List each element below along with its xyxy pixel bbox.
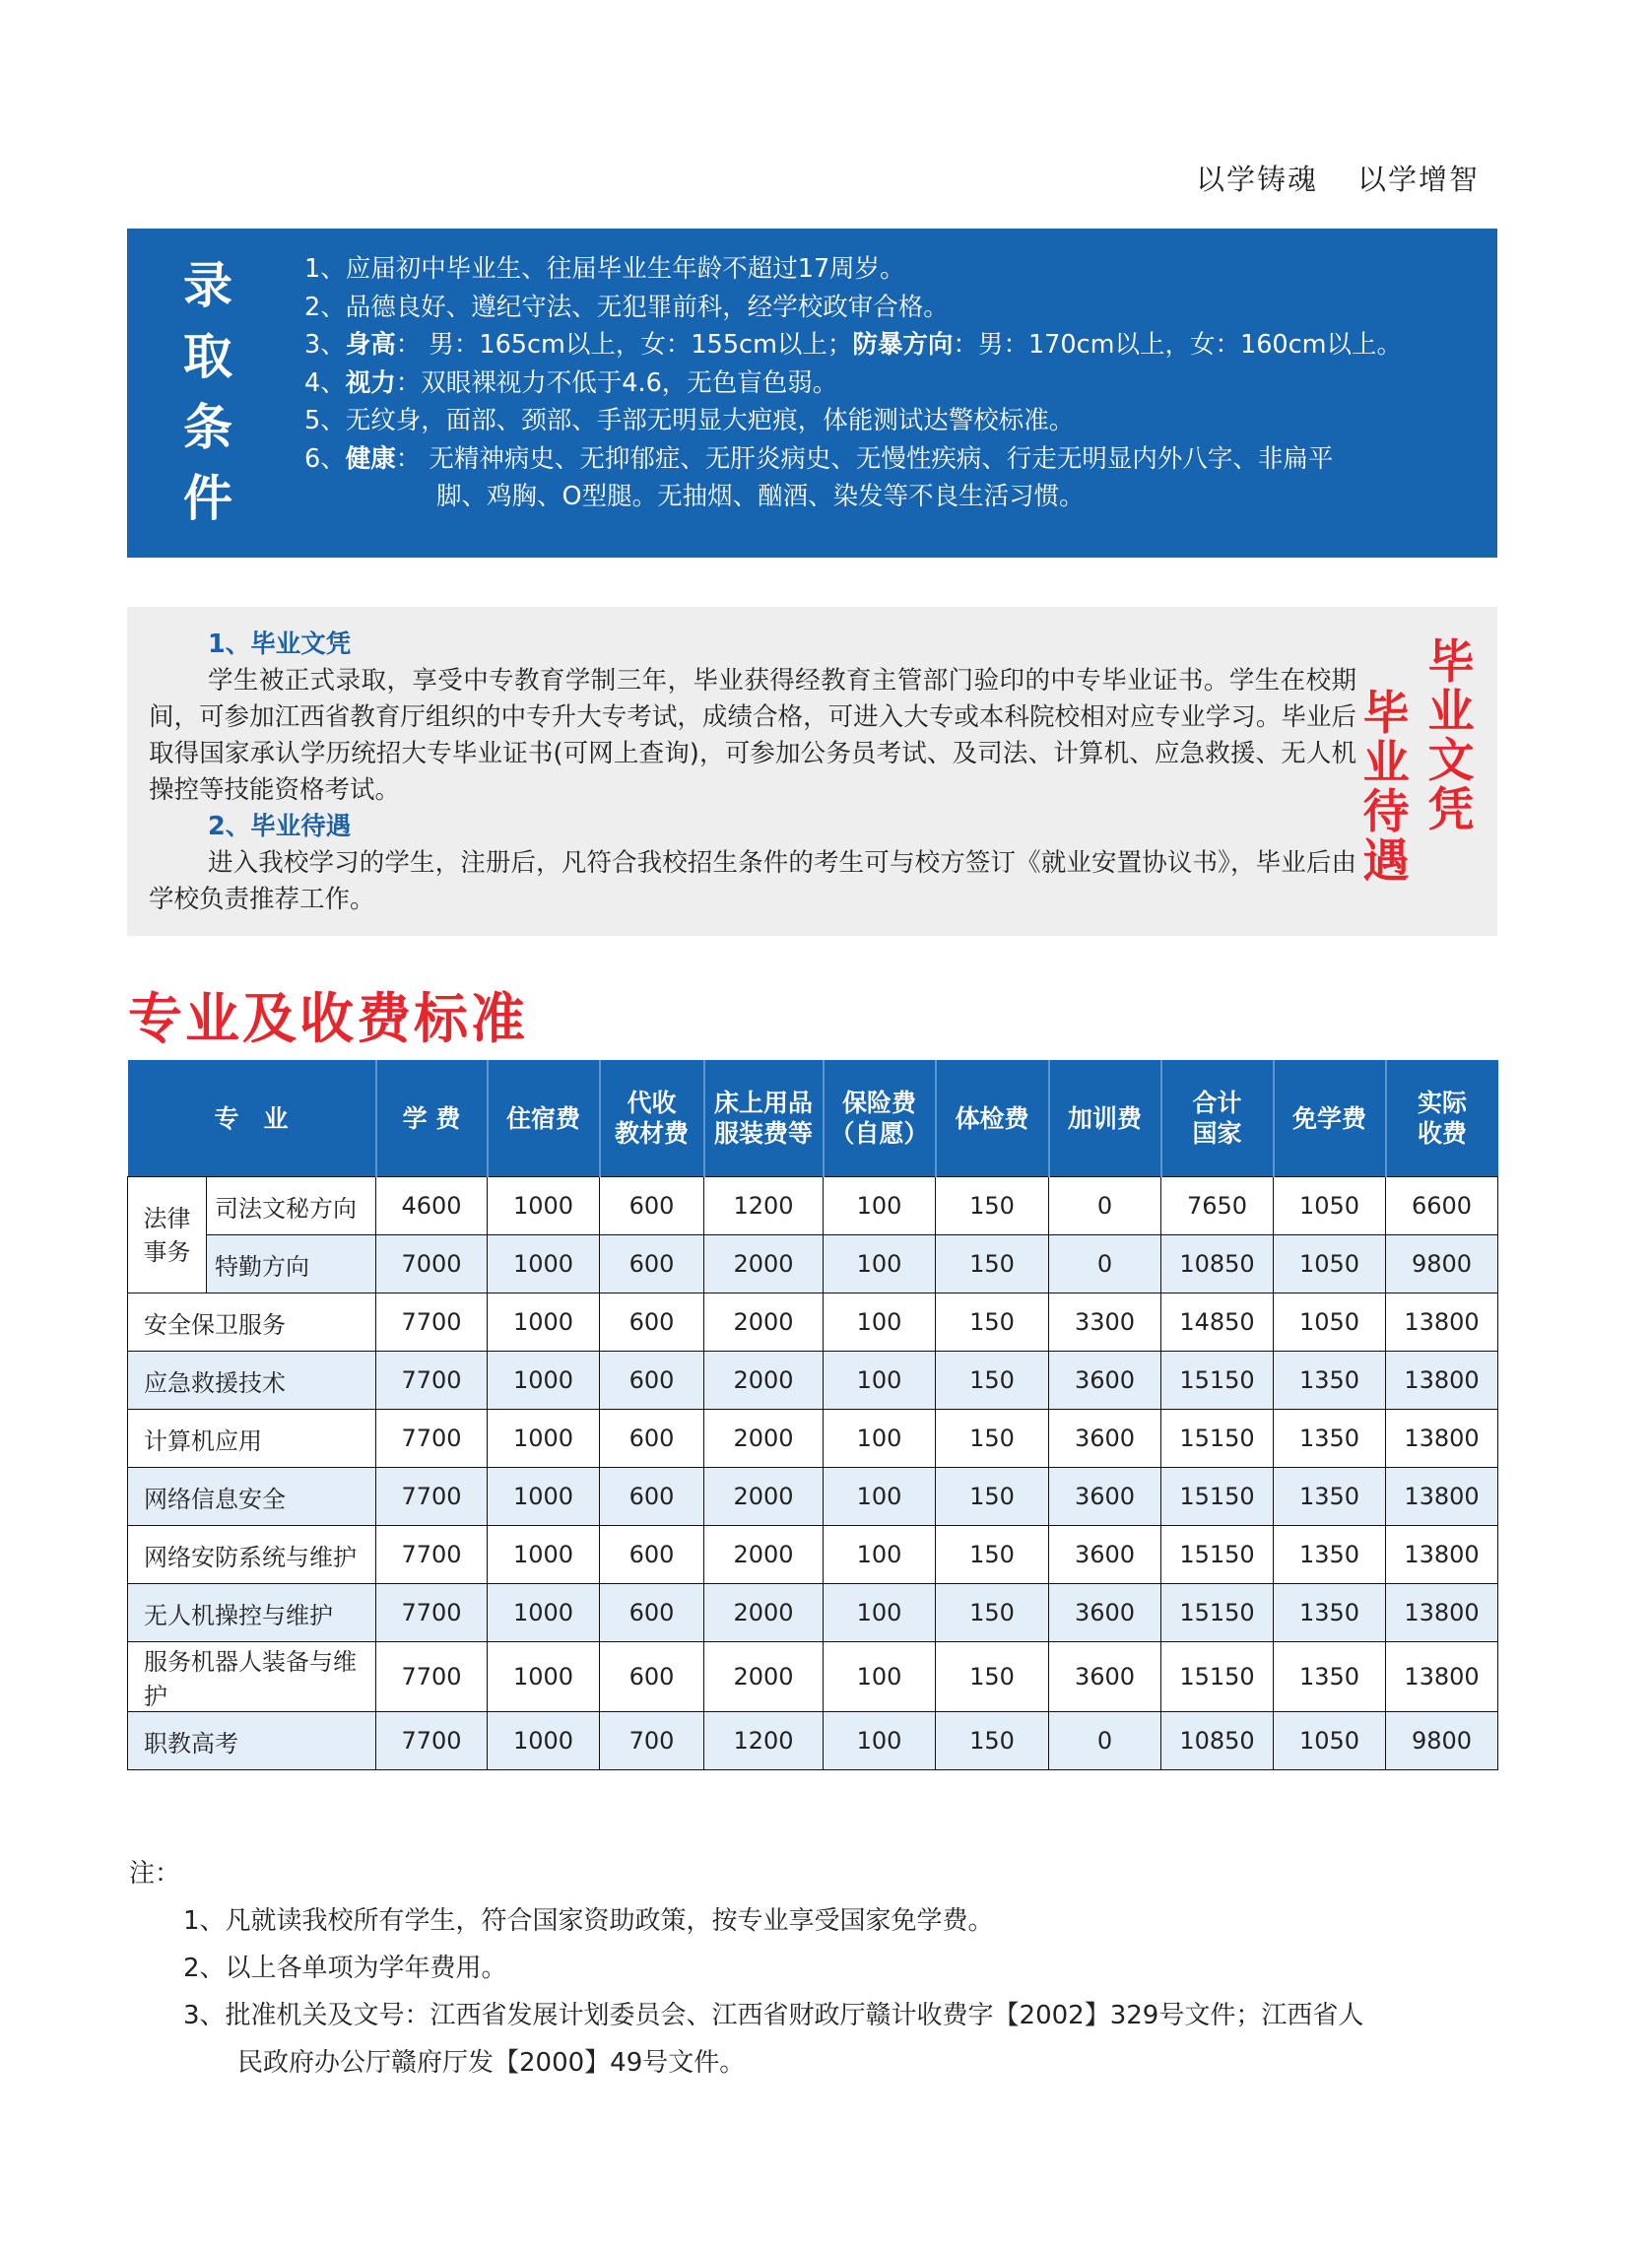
checkup-cell: 150 [936, 1712, 1049, 1770]
note-item: 3、批准机关及文号：江西省发展计划委员会、江西省财政厅赣计收费字【2002】329号文件；江西省人 [183, 2001, 1364, 2030]
note-item-continued: 民政府办公厅赣府厅发【2000】49号文件。 [237, 2048, 746, 2078]
item-text: ： 男：165cm以上，女：155cm以上； [395, 330, 853, 360]
textbook-cell: 600 [600, 1526, 704, 1584]
training-cell: 3300 [1049, 1293, 1161, 1352]
section-title: 专业及收费标准 [128, 987, 529, 1050]
table-row [128, 1468, 1498, 1526]
notes [129, 1850, 1363, 2087]
item-keyword: 视力 [345, 367, 396, 398]
bedding-cell: 2000 [704, 1410, 824, 1468]
item-number: 3、 [304, 330, 346, 360]
total-cell: 7650 [1161, 1177, 1274, 1235]
waiver-cell: 1350 [1274, 1642, 1386, 1712]
dorm-cell: 1000 [488, 1526, 600, 1584]
table-row [128, 1584, 1498, 1642]
header-waiver: 免学费 [1274, 1060, 1386, 1177]
insurance-cell: 100 [824, 1712, 936, 1770]
dorm-cell: 1000 [488, 1293, 600, 1352]
major-name-cell: 安全保卫服务 [128, 1293, 376, 1352]
actual-cell: 13800 [1386, 1352, 1498, 1410]
admission-title-char: 件 [183, 470, 232, 527]
major-group-cell: 法律 事务 [128, 1177, 207, 1293]
admission-title-char: 条 [183, 399, 232, 456]
checkup-cell: 150 [936, 1352, 1049, 1410]
header-dorm: 住宿费 [488, 1060, 600, 1177]
waiver-cell: 1350 [1274, 1526, 1386, 1584]
tuition-cell: 7700 [376, 1584, 488, 1642]
table-row [128, 1642, 1498, 1712]
actual-cell: 9800 [1386, 1712, 1498, 1770]
item-text: ：双眼裸视力不低于4.6，无色盲色弱。 [395, 367, 838, 398]
training-cell: 3600 [1049, 1526, 1161, 1584]
major-name-cell: 无人机操控与维护 [128, 1584, 376, 1642]
graduation-body [149, 627, 1469, 918]
major-name-cell: 网络信息安全 [128, 1468, 376, 1526]
side-title-char: 凭 [1427, 783, 1475, 837]
waiver-cell: 1350 [1274, 1584, 1386, 1642]
admission-item [304, 365, 1478, 403]
checkup-cell: 150 [936, 1468, 1049, 1526]
training-cell: 3600 [1049, 1352, 1161, 1410]
table-row [128, 1410, 1498, 1468]
total-cell: 15150 [1161, 1642, 1274, 1712]
actual-cell: 13800 [1386, 1410, 1498, 1468]
item-text: ：男：170cm以上，女：160cm以上。 [953, 330, 1403, 360]
side-title-char: 业 [1362, 736, 1410, 790]
header-insurance: 保险费 （自愿） [824, 1060, 936, 1177]
textbook-cell: 600 [600, 1468, 704, 1526]
training-cell: 0 [1049, 1177, 1161, 1235]
fee-table [127, 1060, 1498, 1770]
insurance-cell: 100 [824, 1642, 936, 1712]
header-textbook: 代收 教材费 [600, 1060, 704, 1177]
header-bedding: 床上用品 服装费等 [704, 1060, 824, 1177]
insurance-cell: 100 [824, 1410, 936, 1468]
diploma-heading: 1、毕业文凭 [208, 630, 352, 659]
side-title-char: 业 [1427, 685, 1475, 739]
training-cell: 3600 [1049, 1410, 1161, 1468]
total-cell: 15150 [1161, 1584, 1274, 1642]
dorm-cell: 1000 [488, 1712, 600, 1770]
checkup-cell: 150 [936, 1584, 1049, 1642]
note-item: 1、凡就读我校所有学生，符合国家资助政策，按专业享受国家免学费。 [183, 1906, 994, 1936]
slogan [1196, 158, 1480, 198]
bedding-cell: 2000 [704, 1642, 824, 1712]
side-title-char: 毕 [1362, 687, 1410, 741]
major-name-cell: 职教高考 [128, 1712, 376, 1770]
item-text: ： 无精神病史、无抑郁症、无肝炎病史、无慢性疾病、行走无明显内外八字、非扁平 [395, 443, 1334, 474]
waiver-cell: 1350 [1274, 1352, 1386, 1410]
dorm-cell: 1000 [488, 1177, 600, 1235]
actual-cell: 13800 [1386, 1642, 1498, 1712]
admission-item [304, 326, 1478, 365]
training-cell: 3600 [1049, 1642, 1161, 1712]
waiver-cell: 1350 [1274, 1468, 1386, 1526]
header-total: 合计 国家 [1161, 1060, 1274, 1177]
insurance-cell: 100 [824, 1177, 936, 1235]
total-cell: 15150 [1161, 1410, 1274, 1468]
slogan-part-1: 以学铸魂 [1195, 163, 1318, 196]
admission-item [304, 440, 1478, 479]
major-name-cell: 网络安防系统与维护 [128, 1526, 376, 1584]
actual-cell: 13800 [1386, 1526, 1498, 1584]
training-cell: 0 [1049, 1712, 1161, 1770]
tuition-cell: 7700 [376, 1642, 488, 1712]
table-row [128, 1712, 1498, 1770]
slogan-part-2: 以学增智 [1356, 163, 1480, 196]
table-row [128, 1293, 1498, 1352]
side-title-char: 文 [1427, 734, 1475, 788]
fee-table-header [128, 1060, 1498, 1177]
checkup-cell: 150 [936, 1410, 1049, 1468]
dorm-cell: 1000 [488, 1642, 600, 1712]
bedding-cell: 2000 [704, 1293, 824, 1352]
waiver-cell: 1050 [1274, 1235, 1386, 1293]
tuition-cell: 7700 [376, 1352, 488, 1410]
header-checkup: 体检费 [936, 1060, 1049, 1177]
dorm-cell: 1000 [488, 1584, 600, 1642]
admission-item-continued: 脚、鸡胸、O型腿。无抽烟、酗酒、染发等不良生活习惯。 [436, 482, 1085, 511]
insurance-cell: 100 [824, 1293, 936, 1352]
total-cell: 15150 [1161, 1468, 1274, 1526]
table-row [128, 1177, 1498, 1235]
bedding-cell: 2000 [704, 1235, 824, 1293]
waiver-cell: 1350 [1274, 1410, 1386, 1468]
checkup-cell: 150 [936, 1235, 1049, 1293]
textbook-cell: 600 [600, 1352, 704, 1410]
diploma-side-title [1423, 635, 1479, 837]
item-number: 6、 [304, 443, 346, 474]
major-name-cell: 服务机器人装备与维护 [128, 1642, 376, 1712]
total-cell: 14850 [1161, 1293, 1274, 1352]
admission-list [304, 250, 1478, 516]
admission-item: 5、无纹身，面部、颈部、手部无明显大疤痕，体能测试达警校标准。 [304, 406, 1075, 435]
header-major: 专 业 [128, 1060, 376, 1177]
bedding-cell: 2000 [704, 1526, 824, 1584]
side-title-char: 遇 [1362, 834, 1410, 889]
actual-cell: 13800 [1386, 1584, 1498, 1642]
training-cell: 3600 [1049, 1468, 1161, 1526]
actual-cell: 9800 [1386, 1235, 1498, 1293]
waiver-cell: 1050 [1274, 1293, 1386, 1352]
major-name-cell: 计算机应用 [128, 1410, 376, 1468]
tuition-cell: 7700 [376, 1712, 488, 1770]
checkup-cell: 150 [936, 1642, 1049, 1712]
header-actual: 实际 收费 [1386, 1060, 1498, 1177]
insurance-cell: 100 [824, 1584, 936, 1642]
insurance-cell: 100 [824, 1526, 936, 1584]
treatment-side-title [1358, 687, 1414, 889]
side-title-char: 毕 [1427, 635, 1475, 690]
table-row [128, 1352, 1498, 1410]
tuition-cell: 4600 [376, 1177, 488, 1235]
admission-panel [127, 229, 1497, 558]
waiver-cell: 1050 [1274, 1712, 1386, 1770]
tuition-cell: 7700 [376, 1526, 488, 1584]
bedding-cell: 2000 [704, 1468, 824, 1526]
admission-item: 2、品德良好、遵纪守法、无犯罪前科，经学校政审合格。 [304, 292, 949, 322]
waiver-cell: 1050 [1274, 1177, 1386, 1235]
textbook-cell: 600 [600, 1293, 704, 1352]
tuition-cell: 7000 [376, 1235, 488, 1293]
dorm-cell: 1000 [488, 1235, 600, 1293]
item-number: 4、 [304, 367, 346, 398]
admission-title-char: 取 [183, 328, 232, 385]
dorm-cell: 1000 [488, 1468, 600, 1526]
treatment-paragraph: 进入我校学习的学生，注册后，凡符合我校招生条件的考生可与校方签订《就业安置协议书》，毕业后由学校负责推荐工作。 [149, 848, 1356, 914]
item-keyword: 身高 [345, 330, 396, 360]
treatment-heading: 2、毕业待遇 [208, 812, 352, 841]
bedding-cell: 2000 [704, 1352, 824, 1410]
textbook-cell: 600 [600, 1642, 704, 1712]
total-cell: 10850 [1161, 1712, 1274, 1770]
diploma-paragraph: 学生被正式录取，享受中专教育学制三年，毕业获得经教育主管部门验印的中专毕业证书。学生在校期间，可参加江西省教育厅组织的中专升大专考试，成绩合格，可进入大专或本科院校相对应专业学习。毕业后取得国家承认学历统招大专毕业证书(可网上查询)，可参加公务员考试、及司法、计算机、应急救援、无人机操控等技能资格考试。 [149, 666, 1356, 805]
bedding-cell: 1200 [704, 1712, 824, 1770]
checkup-cell: 150 [936, 1293, 1049, 1352]
training-cell: 0 [1049, 1235, 1161, 1293]
dorm-cell: 1000 [488, 1352, 600, 1410]
textbook-cell: 700 [600, 1712, 704, 1770]
side-title-char: 待 [1362, 785, 1410, 839]
major-name-cell: 特勤方向 [207, 1235, 376, 1293]
textbook-cell: 600 [600, 1235, 704, 1293]
actual-cell: 6600 [1386, 1177, 1498, 1235]
table-row [128, 1526, 1498, 1584]
header-tuition: 学 费 [376, 1060, 488, 1177]
note-item: 2、以上各单项为学年费用。 [183, 1954, 507, 1983]
total-cell: 15150 [1161, 1352, 1274, 1410]
major-name-cell: 应急救援技术 [128, 1352, 376, 1410]
table-row [128, 1235, 1498, 1293]
admission-title-char: 录 [183, 257, 232, 314]
insurance-cell: 100 [824, 1468, 936, 1526]
tuition-cell: 7700 [376, 1410, 488, 1468]
textbook-cell: 600 [600, 1410, 704, 1468]
notes-label: 注： [129, 1859, 181, 1889]
header-training: 加训费 [1049, 1060, 1161, 1177]
bedding-cell: 1200 [704, 1177, 824, 1235]
major-name-cell: 司法文秘方向 [207, 1177, 376, 1235]
item-keyword: 防暴方向 [852, 330, 954, 360]
total-cell: 10850 [1161, 1235, 1274, 1293]
training-cell: 3600 [1049, 1584, 1161, 1642]
dorm-cell: 1000 [488, 1410, 600, 1468]
insurance-cell: 100 [824, 1235, 936, 1293]
checkup-cell: 150 [936, 1177, 1049, 1235]
textbook-cell: 600 [600, 1177, 704, 1235]
insurance-cell: 100 [824, 1352, 936, 1410]
admission-item: 1、应届初中毕业生、往届毕业生年龄不超过17周岁。 [304, 254, 905, 284]
textbook-cell: 600 [600, 1584, 704, 1642]
graduation-panel [127, 607, 1497, 936]
admission-title [178, 250, 237, 534]
actual-cell: 13800 [1386, 1468, 1498, 1526]
total-cell: 15150 [1161, 1526, 1274, 1584]
tuition-cell: 7700 [376, 1468, 488, 1526]
bedding-cell: 2000 [704, 1584, 824, 1642]
item-keyword: 健康 [345, 443, 396, 474]
actual-cell: 13800 [1386, 1293, 1498, 1352]
checkup-cell: 150 [936, 1526, 1049, 1584]
tuition-cell: 7700 [376, 1293, 488, 1352]
